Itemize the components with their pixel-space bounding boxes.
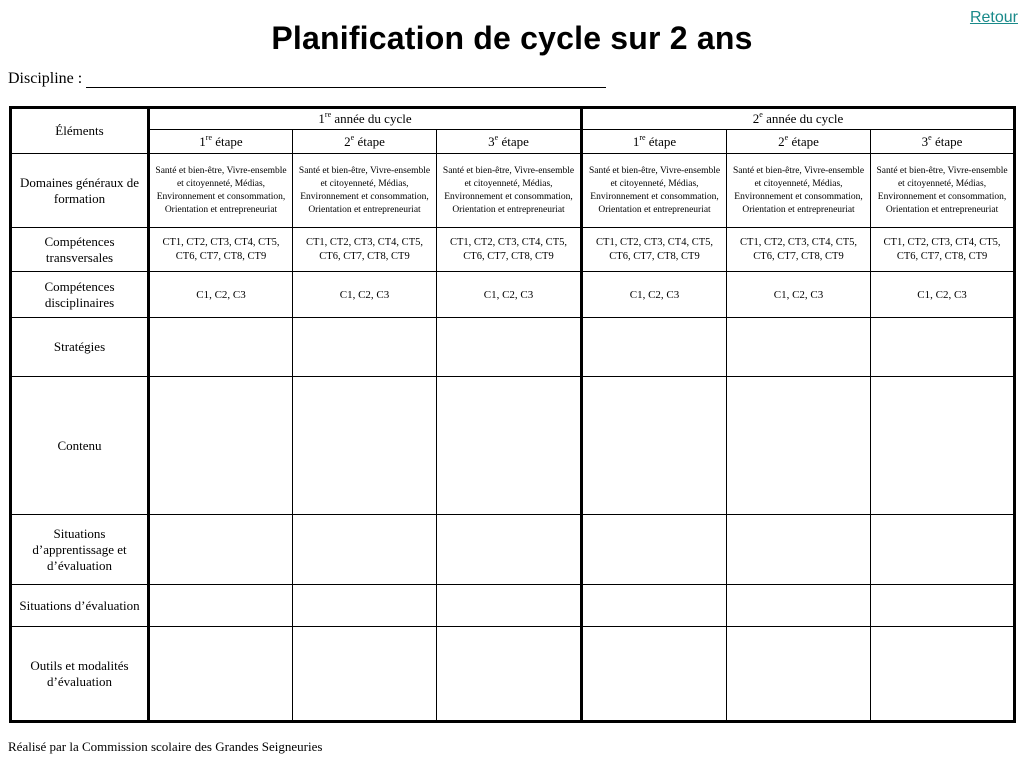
planning-table: [9, 106, 1016, 723]
stage-sup: e: [494, 132, 499, 142]
cell-transversales[interactable]: CT1, CT2, CT3, CT4, CT5, CT6, CT7, CT8, CT9: [293, 228, 437, 272]
table-row-outils: [11, 627, 1015, 722]
cell-disciplinaires[interactable]: C1, C2, C3: [293, 272, 437, 318]
cell-empty[interactable]: [149, 515, 293, 585]
footer-credit: Réalisé par la Commission scolaire des Grandes Seigneuries: [8, 739, 323, 754]
year2-header: [582, 108, 1015, 130]
cell-empty[interactable]: [582, 515, 727, 585]
row-label-situations-app: Situations d’apprentissage et d’évaluation: [11, 515, 149, 585]
cell-empty[interactable]: [293, 627, 437, 722]
cell-empty[interactable]: [727, 627, 871, 722]
cell-transversales[interactable]: CT1, CT2, CT3, CT4, CT5, CT6, CT7, CT8, CT9: [582, 228, 727, 272]
cell-empty[interactable]: [437, 515, 582, 585]
cell-empty[interactable]: [871, 627, 1015, 722]
stage-text: étape: [354, 133, 385, 149]
year1-header: [149, 108, 582, 130]
table-row-domaines: [11, 154, 1015, 228]
row-label-transversales: Compétences transversales: [11, 228, 149, 272]
stage-header: [582, 130, 727, 154]
stage-sup: e: [928, 132, 932, 142]
cell-empty[interactable]: [871, 318, 1015, 377]
stage-num: 1: [632, 133, 640, 149]
cell-empty[interactable]: [293, 318, 437, 377]
retour-link[interactable]: Retour: [969, 9, 1018, 26]
cell-empty[interactable]: [727, 585, 871, 627]
cell-domaines[interactable]: Santé et bien-être, Vivre-ensemble et citoyenneté, Médias, Environnement et consommation, Orientation et entrepreneuriat: [437, 154, 582, 228]
cell-empty[interactable]: [871, 515, 1015, 585]
stage-header: [437, 130, 582, 154]
page-title: Planification de cycle sur 2 ans: [271, 20, 753, 56]
cell-disciplinaires[interactable]: C1, C2, C3: [582, 272, 727, 318]
year2-num: 2: [752, 111, 760, 126]
stage-num: 2: [344, 133, 351, 149]
stage-header: [871, 130, 1015, 154]
cell-disciplinaires[interactable]: C1, C2, C3: [437, 272, 582, 318]
cell-transversales[interactable]: CT1, CT2, CT3, CT4, CT5, CT6, CT7, CT8, CT9: [727, 228, 871, 272]
row-label-disciplinaires: Compétences disciplinaires: [11, 272, 149, 318]
cell-disciplinaires[interactable]: C1, C2, C3: [727, 272, 871, 318]
cell-disciplinaires[interactable]: C1, C2, C3: [149, 272, 293, 318]
stage-text: étape: [788, 133, 819, 149]
stage-num: 3: [921, 133, 929, 149]
cell-empty[interactable]: [293, 377, 437, 515]
cell-empty[interactable]: [437, 627, 582, 722]
stage-num: 2: [778, 133, 785, 149]
elements-header: Éléments: [11, 108, 149, 154]
year2-sup: e: [759, 110, 763, 119]
stage-header: [149, 130, 293, 154]
discipline-input-line[interactable]: [86, 68, 606, 88]
cell-transversales[interactable]: CT1, CT2, CT3, CT4, CT5, CT6, CT7, CT8, CT9: [437, 228, 582, 272]
cell-domaines[interactable]: Santé et bien-être, Vivre-ensemble et citoyenneté, Médias, Environnement et consommation, Orientation et entrepreneuriat: [727, 154, 871, 228]
stage-sup: e: [784, 132, 789, 142]
cell-empty[interactable]: [149, 377, 293, 515]
table-row-situations-eval: [11, 585, 1015, 627]
cell-empty[interactable]: [582, 585, 727, 627]
cell-disciplinaires[interactable]: C1, C2, C3: [871, 272, 1015, 318]
cell-empty[interactable]: [727, 377, 871, 515]
stage-num: 3: [488, 133, 495, 149]
cell-empty[interactable]: [582, 377, 727, 515]
year2-text: année du cycle: [762, 111, 844, 126]
table-row-transversales: [11, 228, 1015, 272]
cell-empty[interactable]: [437, 377, 582, 515]
table-row-contenu: [11, 377, 1015, 515]
table-row-disciplinaires: [11, 272, 1015, 318]
row-label-situations-eval: Situations d’évaluation: [11, 585, 149, 627]
stage-header: [293, 130, 437, 154]
table-row-situations-app: [11, 515, 1015, 585]
cell-empty[interactable]: [149, 627, 293, 722]
cell-empty[interactable]: [149, 585, 293, 627]
discipline-row: [8, 68, 606, 88]
stage-text: étape: [212, 133, 243, 149]
cell-transversales[interactable]: CT1, CT2, CT3, CT4, CT5, CT6, CT7, CT8, CT9: [149, 228, 293, 272]
year1-num: 1: [318, 111, 325, 126]
stage-text: étape: [931, 133, 963, 149]
cell-empty[interactable]: [149, 318, 293, 377]
row-label-contenu: Contenu: [11, 377, 149, 515]
discipline-label: Discipline :: [8, 70, 83, 87]
cell-empty[interactable]: [582, 627, 727, 722]
cell-domaines[interactable]: Santé et bien-être, Vivre-ensemble et citoyenneté, Médias, Environnement et consommation, Orientation et entrepreneuriat: [871, 154, 1015, 228]
stage-header: [727, 130, 871, 154]
year1-text: année du cycle: [331, 111, 412, 126]
stage-text: étape: [498, 133, 529, 149]
cell-empty[interactable]: [871, 377, 1015, 515]
cell-empty[interactable]: [293, 515, 437, 585]
row-label-outils: Outils et modalités d’évaluation: [11, 627, 149, 722]
cell-empty[interactable]: [582, 318, 727, 377]
cell-domaines[interactable]: Santé et bien-être, Vivre-ensemble et citoyenneté, Médias, Environnement et consommation, Orientation et entrepreneuriat: [582, 154, 727, 228]
cell-empty[interactable]: [293, 585, 437, 627]
cell-empty[interactable]: [871, 585, 1015, 627]
year1-sup: re: [324, 110, 332, 119]
stage-sup: re: [205, 132, 213, 142]
cell-empty[interactable]: [727, 318, 871, 377]
cell-empty[interactable]: [437, 585, 582, 627]
row-label-strategies: Stratégies: [11, 318, 149, 377]
table-row-strategies: [11, 318, 1015, 377]
stage-num: 1: [199, 133, 206, 149]
cell-domaines[interactable]: Santé et bien-être, Vivre-ensemble et citoyenneté, Médias, Environnement et consommation, Orientation et entrepreneuriat: [149, 154, 293, 228]
stage-sup: e: [350, 132, 355, 142]
stage-sup: re: [639, 132, 646, 142]
cell-empty[interactable]: [437, 318, 582, 377]
cell-transversales[interactable]: CT1, CT2, CT3, CT4, CT5, CT6, CT7, CT8, CT9: [871, 228, 1015, 272]
row-label-domaines: Domaines généraux de formation: [11, 154, 149, 228]
stage-text: étape: [645, 133, 677, 149]
cell-empty[interactable]: [727, 515, 871, 585]
cell-domaines[interactable]: Santé et bien-être, Vivre-ensemble et citoyenneté, Médias, Environnement et consommation, Orientation et entrepreneuriat: [293, 154, 437, 228]
